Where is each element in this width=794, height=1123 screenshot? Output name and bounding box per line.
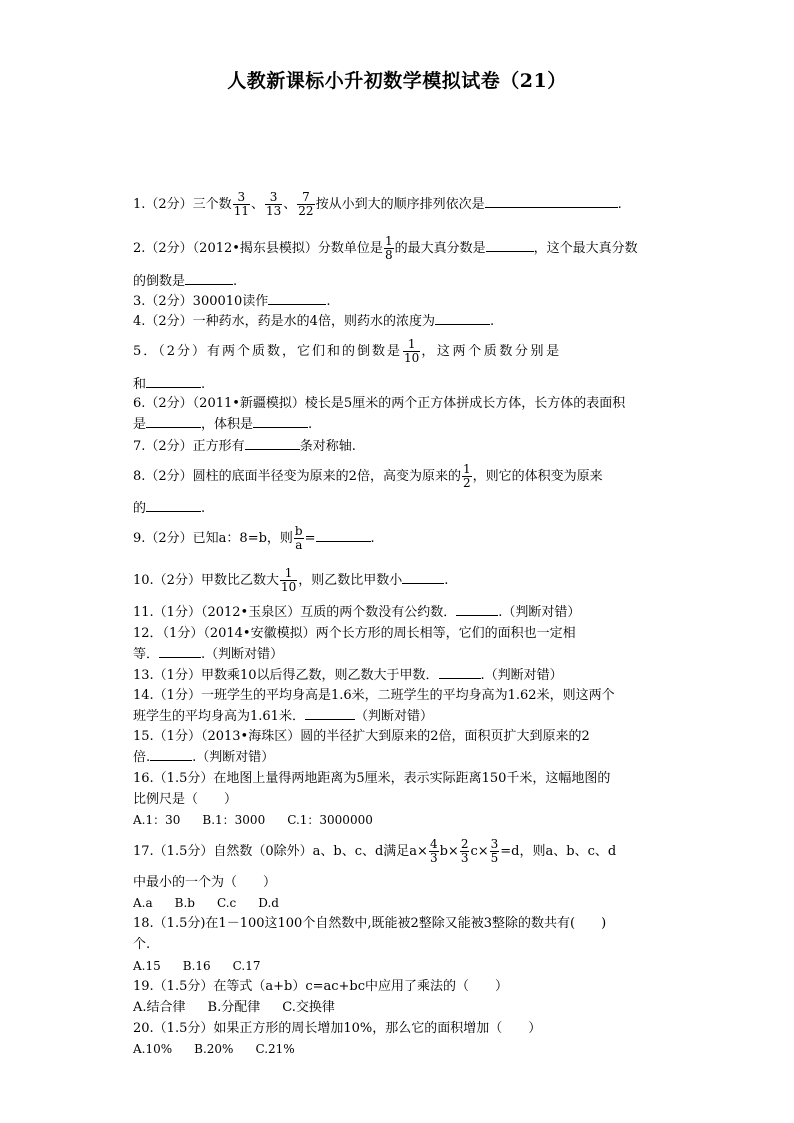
question-5-line2: 和 . [133, 377, 206, 392]
fraction: $\frac{1}{10}$ [280, 566, 297, 594]
question-5: 5．（2分）有两个质数，它们和的倒数是 $\frac{1}{10}$ ，这两个质数分别是 [133, 337, 562, 365]
answer-blank[interactable] [159, 645, 201, 658]
option-b[interactable]: B.1：3000 [202, 813, 266, 827]
question-2-line2: 的倒数是 . [133, 274, 238, 289]
question-13: 13.（1分）甲数乘10以后得乙数，则乙数大于甲数． .（判断对错） [133, 668, 563, 683]
question-8-line2: 的 . [133, 501, 206, 516]
question-18-options [133, 958, 663, 975]
question-18-line2: 个. [133, 937, 151, 952]
page-title: 人教新课标小升初数学模拟试卷（21） [227, 70, 567, 92]
fraction: $\frac{3}{13}$ [265, 190, 282, 218]
answer-blank[interactable] [486, 239, 534, 252]
answer-blank[interactable] [435, 312, 490, 325]
option-a[interactable]: A.结合律 [133, 1000, 186, 1015]
answer-blank[interactable] [245, 437, 300, 450]
question-18: 18.（1.5分)在1－100这100个自然数中,既能被2整除又能被3整除的数共有( ) [133, 916, 607, 931]
question-10: 10.（2分）甲数比乙数大 $\frac{1}{10}$ ，则乙数比甲数小 . [133, 566, 449, 594]
fraction: $\frac{1}{10}$ [404, 337, 420, 365]
question-12-line2: 等． .（判断对错） [133, 647, 284, 662]
answer-blank[interactable] [268, 292, 326, 305]
option-b[interactable]: B.16 [182, 959, 211, 973]
option-a[interactable]: A.1：30 [133, 813, 181, 827]
question-14: 14.（1分）一班学生的平均身高是1.6米，二班学生的平均身高为1.62米，则这两个 [133, 688, 615, 703]
answer-blank[interactable] [456, 603, 498, 616]
option-c[interactable]: C.1：3000000 [287, 813, 373, 827]
answer-blank[interactable] [253, 415, 308, 428]
fraction: $\frac{1}{2}$ [462, 462, 471, 490]
fraction: $\frac{3}{5}$ [490, 837, 499, 865]
answer-blank[interactable] [185, 272, 233, 285]
question-20-options [133, 1041, 663, 1058]
fraction: $\frac{1}{8}$ [384, 234, 393, 262]
option-c[interactable]: C.17 [232, 959, 261, 973]
option-c[interactable]: C.交换律 [282, 1000, 335, 1015]
option-a[interactable]: A.15 [133, 959, 161, 973]
q1-text: 1.（2分）三个数 [133, 197, 232, 212]
option-a[interactable]: A.10% [133, 1042, 173, 1056]
option-c[interactable]: C.c [216, 896, 237, 910]
question-12: 12．（1分）（2014•安徽模拟）两个长方形的周长相等，它们的面积也一定相 [133, 626, 576, 641]
question-17: 17.（1.5分）自然数（0除外）a、b、c、d满足a× $\frac{4}{3}$ b× $\frac{2}{3}$ c× $\frac{3}{5}$ =d，则a、b、c、d [133, 837, 617, 865]
option-b[interactable]: B.20% [194, 1042, 234, 1056]
answer-blank[interactable] [146, 499, 201, 512]
question-19: 19.（1.5分）在等式（a+b）c=ac+bc中应用了乘法的（ ） [133, 979, 509, 994]
option-a[interactable]: A.a [133, 896, 153, 910]
question-16-line2: 比例尺是（ ） [133, 792, 238, 807]
option-b[interactable]: B.b [174, 896, 195, 910]
question-6-line2: 是 ，体积是 . [133, 417, 313, 432]
answer-blank[interactable] [146, 375, 201, 388]
question-15-line2: 倍. .（判断对错） [133, 750, 275, 765]
fraction: $\frac{4}{3}$ [429, 837, 438, 865]
option-b[interactable]: B.分配律 [207, 1000, 261, 1015]
question-17-options [133, 895, 663, 912]
fraction: $\frac{b}{a}$ [294, 524, 303, 552]
question-14-line2: 班学生的平均身高为1.61米． （判断对错） [133, 709, 433, 724]
answer-blank[interactable] [305, 707, 355, 720]
question-1: 1.（2分）三个数 $\frac{3}{11}$ 、 $\frac{3}{13}$ 、 $\frac{7}{22}$ 按从小到大的顺序排列依次是 . [133, 190, 622, 218]
answer-blank[interactable] [150, 748, 192, 761]
answer-blank[interactable] [402, 571, 444, 584]
answer-blank[interactable] [439, 666, 481, 679]
question-19-options [133, 999, 663, 1016]
question-8: 8.（2分）圆柱的底面半径变为原来的2倍，高变为原来的 $\frac{1}{2}$ ，则它的体积变为原来 [133, 462, 603, 490]
question-7: 7.（2分）正方形有 条对称轴. [133, 439, 356, 454]
question-17-line2: 中最小的一个为（ ） [133, 875, 277, 890]
question-6: 6.（2分）（2011•新疆模拟）棱长是5厘米的两个正方体拼成长方体，长方体的表面积 [133, 396, 626, 411]
option-c[interactable]: C.21% [255, 1042, 295, 1056]
fraction: $\frac{2}{3}$ [460, 837, 469, 865]
question-3: 3.（2分）300010读作 . [133, 294, 331, 309]
fraction: $\frac{7}{22}$ [298, 190, 314, 218]
option-d[interactable]: D.d [258, 896, 279, 910]
question-11: 11.（1分）（2012•玉泉区）互质的两个数没有公约数． .（判断对错） [133, 605, 581, 620]
question-9: 9.（2分）已知a：8=b，则 $\frac{b}{a}$ = . [133, 524, 375, 552]
question-15: 15.（1分）（2013•海珠区）圆的半径扩大到原来的2倍，面积页扩大到原来的2 [133, 729, 590, 744]
question-16-options [133, 812, 663, 829]
question-4: 4.（2分）一种药水，药是水的4倍，则药水的浓度为 . [133, 314, 495, 329]
answer-blank[interactable] [485, 195, 618, 208]
question-20: 20.（1.5分）如果正方形的周长增加10%，那么它的面积增加（ ） [133, 1021, 542, 1036]
fraction: $\frac{3}{11}$ [233, 190, 249, 218]
question-2: 2.（2分）（2012•揭东县模拟）分数单位是 $\frac{1}{8}$ 的最大真分数是 ，这个最大真分数 [133, 234, 638, 262]
answer-blank[interactable] [316, 529, 371, 542]
answer-blank[interactable] [146, 415, 201, 428]
question-16: 16.（1.5分）在地图上量得两地距离为5厘米，表示实际距离150千米，这幅地图的 [133, 771, 611, 786]
